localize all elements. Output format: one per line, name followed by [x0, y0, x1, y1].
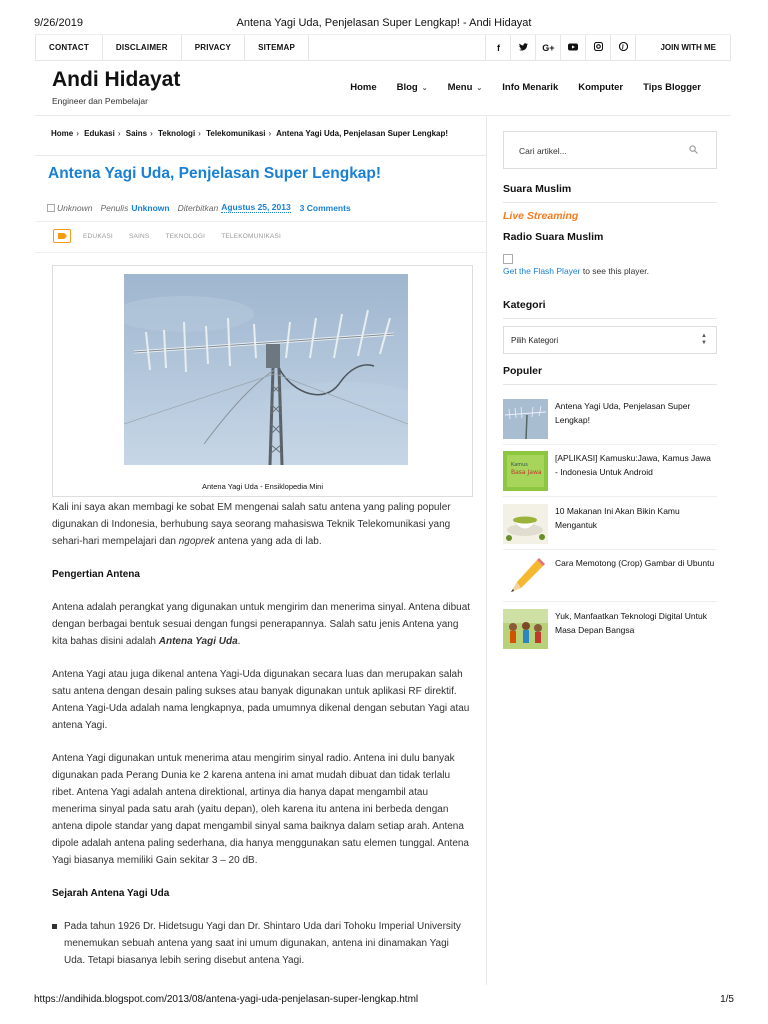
- flash-player-notice: Get the Flash Player to see this player.: [503, 266, 649, 276]
- tag-teknologi[interactable]: TEKNOLOGI: [165, 232, 206, 240]
- breadcrumb-current: Antena Yagi Uda, Penjelasan Super Lengkap!: [276, 129, 449, 138]
- site-title[interactable]: Andi Hidayat: [52, 68, 181, 91]
- print-page-number: 1/5: [720, 994, 734, 1005]
- article-paragraph-yagi-uda: Antena Yagi atau juga dikenal antena Yagi-Uda digunakan secara luas dan merupakan salah satu antena dengan desain paling sukses atau banyak digunakan untuk aplikasi RF direktif. Antena Yagi-Uda adalah nama lengkapnya, pada umumnya dikenal dengan sebutan Yagi atau antena Yagi.: [52, 669, 470, 731]
- main-nav: [340, 82, 711, 93]
- google-plus-icon[interactable]: G+: [535, 35, 560, 61]
- breadcrumb-sains[interactable]: Sains: [125, 129, 148, 138]
- popular-title[interactable]: Antena Yagi Uda, Penjelasan Super Lengkap!: [555, 401, 691, 425]
- kategori-select[interactable]: Pilih Kategori ▲ ▼: [503, 326, 717, 354]
- sitemap-link[interactable]: SITEMAP: [245, 35, 309, 61]
- radio-title: Radio Suara Muslim: [503, 231, 604, 243]
- popular-title[interactable]: Yuk, Manfaatkan Teknologi Digital Untuk Masa Depan Bangsa: [555, 611, 707, 635]
- svg-text:Kamus: Kamus: [511, 462, 528, 468]
- pinterest-icon[interactable]: [610, 35, 635, 61]
- yagi-antenna-photo: [124, 274, 408, 465]
- privacy-link[interactable]: PRIVACY: [182, 35, 245, 61]
- main-content: [35, 115, 487, 985]
- chevron-down-icon: ⌄: [476, 85, 483, 92]
- breadcrumb-teknologi[interactable]: Teknologi: [157, 129, 196, 138]
- site-brand: [52, 68, 180, 106]
- popular-thumb-pencil: [503, 556, 548, 596]
- broken-image-icon: [503, 254, 513, 264]
- figure-caption: Antena Yagi Uda - Ensiklopedia Mini: [201, 482, 324, 491]
- get-flash-link[interactable]: Get the Flash Player: [503, 266, 581, 276]
- post-meta: [47, 202, 351, 213]
- popular-title[interactable]: [APLIKASI] Kamusku:Jawa, Kamus Jawa - Indonesia Untuk Android: [555, 453, 711, 477]
- disclaimer-link[interactable]: DISCLAIMER: [103, 35, 182, 61]
- chevron-down-icon: ⌄: [421, 85, 428, 92]
- popular-thumb-tea: [503, 504, 548, 544]
- comments-link[interactable]: 3 Comments: [299, 202, 351, 213]
- breadcrumb-edukasi[interactable]: Edukasi: [84, 129, 115, 138]
- site-tagline: Engineer dan Pembelajar: [52, 96, 148, 106]
- article-paragraph-definition: Antena adalah perangkat yang digunakan untuk mengirim dan menerima sinyal. Antena dibuat dengan berbagai bentuk sesuai dengan fungsi penerapannya. Salah satu jenis Antena yang kita bahas disini adalah Antena Yagi Uda.: [52, 602, 471, 647]
- breadcrumb-telekomunikasi[interactable]: Telekomunikasi: [206, 129, 266, 138]
- print-url: https://andihida.blogspot.com/2013/08/antena-yagi-uda-penjelasan-super-lengkap.html: [34, 994, 419, 1005]
- article-paragraph-usage: Antena Yagi digunakan untuk menerima atau mengirim sinyal radio. Antena ini dulu banyak digunakan pada Perang Dunia ke 2 karena antena ini amat mudah dibuat dan tidak terlalu ribet. Antena Yagi adalah antena direktional, artinya dia hanya dapat mengambil atau menerima sinyal pada satu arah (yaitu depan), oleh karena itu antena ini berbeda dengan antena dipole standar yang dapat mengambil sinyal sama baiknya dalam setiap arah. Antena dipole adalah antena paling sederhana, dia hanya menggunakan satu elemen tunggal. Antena Yagi biasanya memiliki Gain sekitar 3 – 20 dB.: [52, 753, 469, 866]
- top-bar: [35, 34, 731, 61]
- tag-sains[interactable]: SAINS: [128, 232, 150, 240]
- suara-muslim-title: Suara Muslim: [503, 183, 572, 195]
- author-link[interactable]: Unknown: [131, 202, 170, 213]
- kategori-title: Kategori: [503, 299, 546, 311]
- article-body: [52, 499, 472, 969]
- contact-link[interactable]: CONTACT: [35, 35, 103, 61]
- heading-pengertian: Pengertian Antena: [52, 569, 140, 580]
- print-date: 9/26/2019: [34, 17, 83, 29]
- live-streaming-label: Live Streaming: [503, 210, 579, 222]
- heading-sejarah: Sejarah Antena Yagi Uda: [52, 888, 170, 899]
- post-title: Antena Yagi Uda, Penjelasan Super Lengkap!: [48, 165, 382, 182]
- post-tags: [53, 229, 297, 243]
- popular-thumb-kamusku: [503, 451, 548, 491]
- list-item: Pada tahun 1926 Dr. Hidetsugu Yagi dan Dr. Shintaro Uda dari Tohoku Imperial University menemukan sebuah antena yang saat ini umum digunakan, antena ini dinamakan Yagi Uda. Tetapi biasanya lebih sering disebut antena Yagi.: [52, 918, 472, 969]
- breadcrumb: Home › Edukasi › Sains › Teknologi › Telekomunikasi › Antena Yagi Uda, Penjelasan Super Lengkap!: [51, 129, 449, 138]
- tag-icon: [53, 229, 71, 243]
- tag-edukasi[interactable]: EDUKASI: [83, 232, 113, 240]
- select-arrows-icon: ▲ ▼: [701, 333, 707, 346]
- popular-thumb-kids: [503, 609, 548, 649]
- nav-komputer[interactable]: Komputer: [578, 82, 624, 93]
- svg-text:Basa Jawa: Basa Jawa: [511, 469, 542, 476]
- populer-title: Populer: [503, 365, 543, 377]
- nav-tips-blogger[interactable]: Tips Blogger: [643, 82, 701, 93]
- nav-blog[interactable]: Blog ⌄: [396, 82, 428, 93]
- article-paragraph-intro: Kali ini saya akan membagi ke sobat EM mengenai salah satu antena yang paling populer digunakan di Indonesia, berhubung saya seorang mahasiswa Teknik Telekomunikasi yang sehari-hari mempelajari dan ngoprek antena yang ada di lab.: [52, 502, 451, 547]
- print-header: [0, 0, 768, 34]
- popular-title[interactable]: Cara Memotong (Crop) Gambar di Ubuntu: [555, 558, 715, 568]
- date-label: Diterbitkan: [177, 202, 219, 213]
- author-label: Penulis: [100, 202, 129, 213]
- post-date[interactable]: Agustus 25, 2013: [221, 202, 291, 212]
- popular-title[interactable]: 10 Makanan Ini Akan Bikin Kamu Mengantuk: [555, 506, 680, 530]
- tag-telekomunikasi[interactable]: TELEKOMUNIKASI: [221, 232, 282, 240]
- popular-item[interactable]: [503, 609, 717, 661]
- instagram-icon[interactable]: [585, 35, 610, 61]
- search-input[interactable]: Cari artikel...: [519, 146, 567, 156]
- youtube-icon[interactable]: [560, 35, 585, 61]
- nav-home[interactable]: Home: [350, 82, 377, 93]
- nav-info-menarik[interactable]: Info Menarik: [502, 82, 559, 93]
- search-box[interactable]: [503, 131, 717, 169]
- print-title: Antena Yagi Uda, Penjelasan Super Lengkap! - Andi Hidayat: [236, 17, 532, 29]
- popular-thumb-antenna: [503, 399, 548, 439]
- breadcrumb-home[interactable]: Home: [51, 129, 74, 138]
- author-avatar: Unknown: [47, 203, 92, 213]
- nav-menu[interactable]: Menu ⌄: [447, 82, 483, 93]
- facebook-icon[interactable]: f: [485, 35, 510, 61]
- search-icon[interactable]: [689, 145, 698, 154]
- post-figure: [52, 265, 473, 497]
- join-with-me-link[interactable]: JOIN WITH ME: [635, 35, 731, 61]
- sidebar: [487, 115, 731, 985]
- twitter-icon[interactable]: [510, 35, 535, 61]
